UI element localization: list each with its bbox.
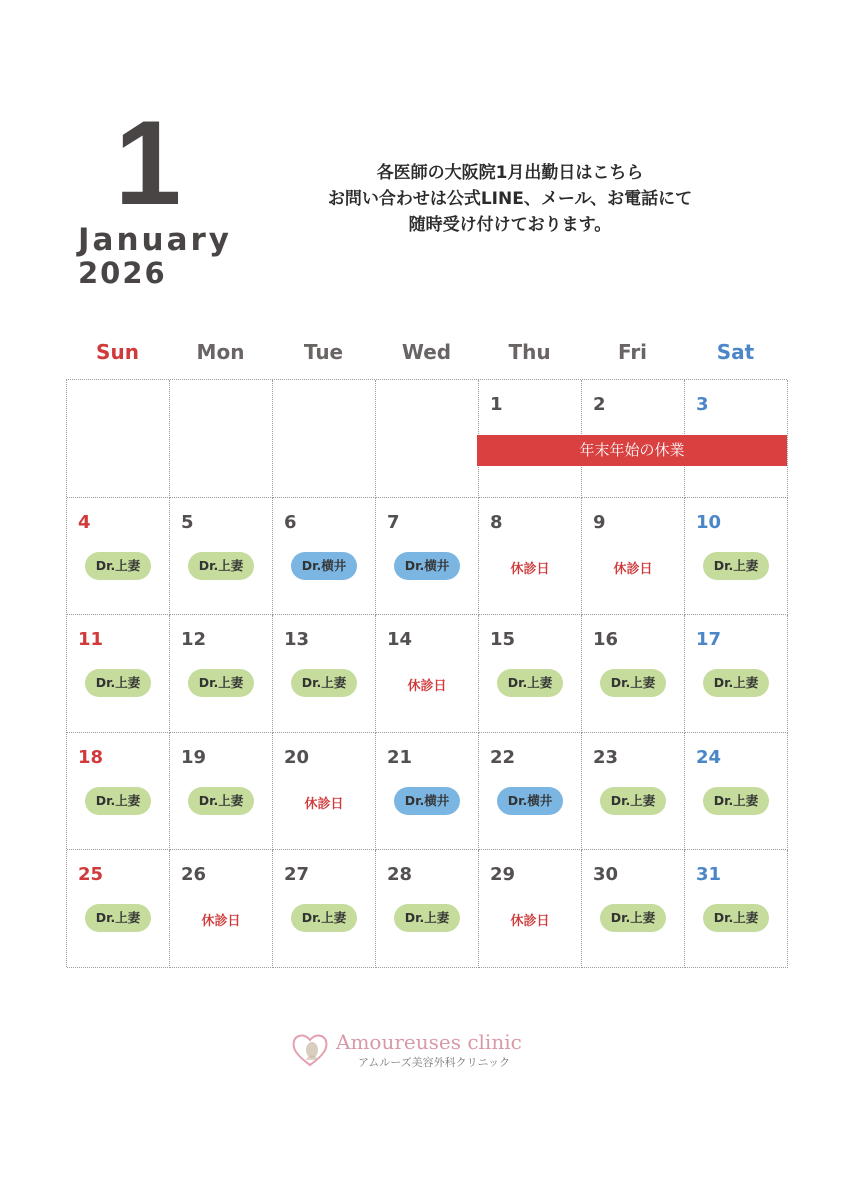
notice <box>250 160 770 238</box>
doctor-badge: Dr.上妻 <box>394 904 460 932</box>
day-number: 1 <box>490 394 503 415</box>
day-number: 6 <box>284 511 297 533</box>
day-number: 11 <box>78 629 104 651</box>
weekday-mon: Mon <box>196 340 245 364</box>
doctor-badge: Dr.上妻 <box>85 669 151 697</box>
calendar-grid <box>66 379 787 967</box>
day-cell <box>170 733 273 851</box>
day-cell <box>479 850 582 968</box>
day-cell <box>685 850 788 968</box>
clinic-logo <box>290 1030 550 1074</box>
day-cell <box>479 498 582 616</box>
day-number: 4 <box>78 511 91 533</box>
doctor-badge: Dr.上妻 <box>188 669 254 697</box>
day-cell <box>273 615 376 733</box>
day-cell <box>582 850 685 968</box>
clinic-name: Amoureuses clinic <box>336 1030 522 1054</box>
doctor-badge: Dr.上妻 <box>703 552 769 580</box>
empty-day-cell <box>170 380 273 498</box>
day-cell <box>273 498 376 616</box>
doctor-badge: Dr.横井 <box>291 552 357 580</box>
day-number: 22 <box>490 746 516 768</box>
notice-line-3: 随時受け付けております。 <box>408 215 612 235</box>
day-number: 25 <box>78 864 104 886</box>
doctor-badge: Dr.上妻 <box>188 787 254 815</box>
day-number: 31 <box>696 864 722 886</box>
day-number: 9 <box>593 511 606 533</box>
day-cell <box>273 733 376 851</box>
day-number: 10 <box>696 511 722 533</box>
closed-day-label: 休診日 <box>510 561 550 577</box>
doctor-badge: Dr.横井 <box>394 552 460 580</box>
doctor-badge: Dr.上妻 <box>291 904 357 932</box>
day-number: 30 <box>593 864 619 886</box>
month-name: January <box>78 222 233 258</box>
day-cell <box>376 615 479 733</box>
doctor-badge: Dr.上妻 <box>703 669 769 697</box>
weekday-header <box>66 340 787 370</box>
day-number: 16 <box>593 629 619 651</box>
day-number: 17 <box>696 629 722 651</box>
doctor-badge: Dr.上妻 <box>497 669 563 697</box>
day-cell <box>170 850 273 968</box>
day-cell <box>582 733 685 851</box>
day-cell <box>67 498 170 616</box>
day-cell <box>376 498 479 616</box>
day-number: 18 <box>78 746 104 768</box>
weekday-wed: Wed <box>401 340 452 364</box>
day-number: 13 <box>284 629 310 651</box>
day-number: 29 <box>490 864 516 886</box>
day-number: 7 <box>387 511 400 533</box>
notice-line-1: 各医師の大阪院1月出勤日はこちら <box>376 163 644 183</box>
heart-portrait-icon <box>290 1030 330 1070</box>
day-number: 26 <box>181 864 207 886</box>
weekday-sat: Sat <box>716 340 755 364</box>
empty-day-cell <box>273 380 376 498</box>
doctor-badge: Dr.上妻 <box>703 904 769 932</box>
empty-day-cell <box>67 380 170 498</box>
day-cell <box>685 733 788 851</box>
day-number: 15 <box>490 629 516 651</box>
day-number: 20 <box>284 746 310 768</box>
clinic-subtitle: アムルーズ美容外科クリニック <box>358 1056 511 1069</box>
closed-day-label: 休診日 <box>201 914 241 930</box>
weekday-sun: Sun <box>96 340 139 364</box>
day-cell <box>685 498 788 616</box>
doctor-badge: Dr.上妻 <box>188 552 254 580</box>
doctor-badge: Dr.上妻 <box>600 787 666 815</box>
day-number: 8 <box>490 511 503 533</box>
year: 2026 <box>78 256 167 290</box>
day-number: 21 <box>387 746 413 768</box>
weekday-thu: Thu <box>508 340 551 364</box>
day-number: 2 <box>593 394 606 415</box>
doctor-badge: Dr.横井 <box>497 787 563 815</box>
doctor-badge: Dr.上妻 <box>600 669 666 697</box>
doctor-badge: Dr.上妻 <box>291 669 357 697</box>
day-cell <box>582 498 685 616</box>
day-cell <box>685 615 788 733</box>
day-number: 24 <box>696 746 722 768</box>
day-cell <box>273 850 376 968</box>
doctor-badge: Dr.横井 <box>394 787 460 815</box>
weekday-fri: Fri <box>617 340 648 364</box>
holiday-banner: 年末年始の休業 <box>477 435 787 466</box>
day-cell <box>376 850 479 968</box>
day-cell <box>479 733 582 851</box>
closed-day-label: 休診日 <box>510 914 550 930</box>
month-number: 1 <box>114 96 182 230</box>
closed-day-label: 休診日 <box>407 679 447 695</box>
day-number: 19 <box>181 746 207 768</box>
day-number: 3 <box>696 394 709 415</box>
day-cell <box>582 615 685 733</box>
day-number: 12 <box>181 629 207 651</box>
day-cell <box>170 498 273 616</box>
empty-day-cell <box>376 380 479 498</box>
day-cell <box>376 733 479 851</box>
closed-day-label: 休診日 <box>304 796 344 812</box>
day-number: 14 <box>387 629 413 651</box>
notice-line-2: お問い合わせは公式LINE、メール、お電話にて <box>327 189 693 209</box>
weekday-tue: Tue <box>303 340 344 364</box>
doctor-badge: Dr.上妻 <box>703 787 769 815</box>
doctor-badge: Dr.上妻 <box>600 904 666 932</box>
day-number: 23 <box>593 746 619 768</box>
day-cell <box>67 615 170 733</box>
doctor-badge: Dr.上妻 <box>85 552 151 580</box>
day-number: 28 <box>387 864 413 886</box>
day-number: 27 <box>284 864 310 886</box>
day-cell <box>67 733 170 851</box>
day-number: 5 <box>181 511 194 533</box>
closed-day-label: 休診日 <box>613 561 653 577</box>
day-cell <box>479 615 582 733</box>
doctor-badge: Dr.上妻 <box>85 787 151 815</box>
day-cell <box>67 850 170 968</box>
doctor-badge: Dr.上妻 <box>85 904 151 932</box>
day-cell <box>170 615 273 733</box>
